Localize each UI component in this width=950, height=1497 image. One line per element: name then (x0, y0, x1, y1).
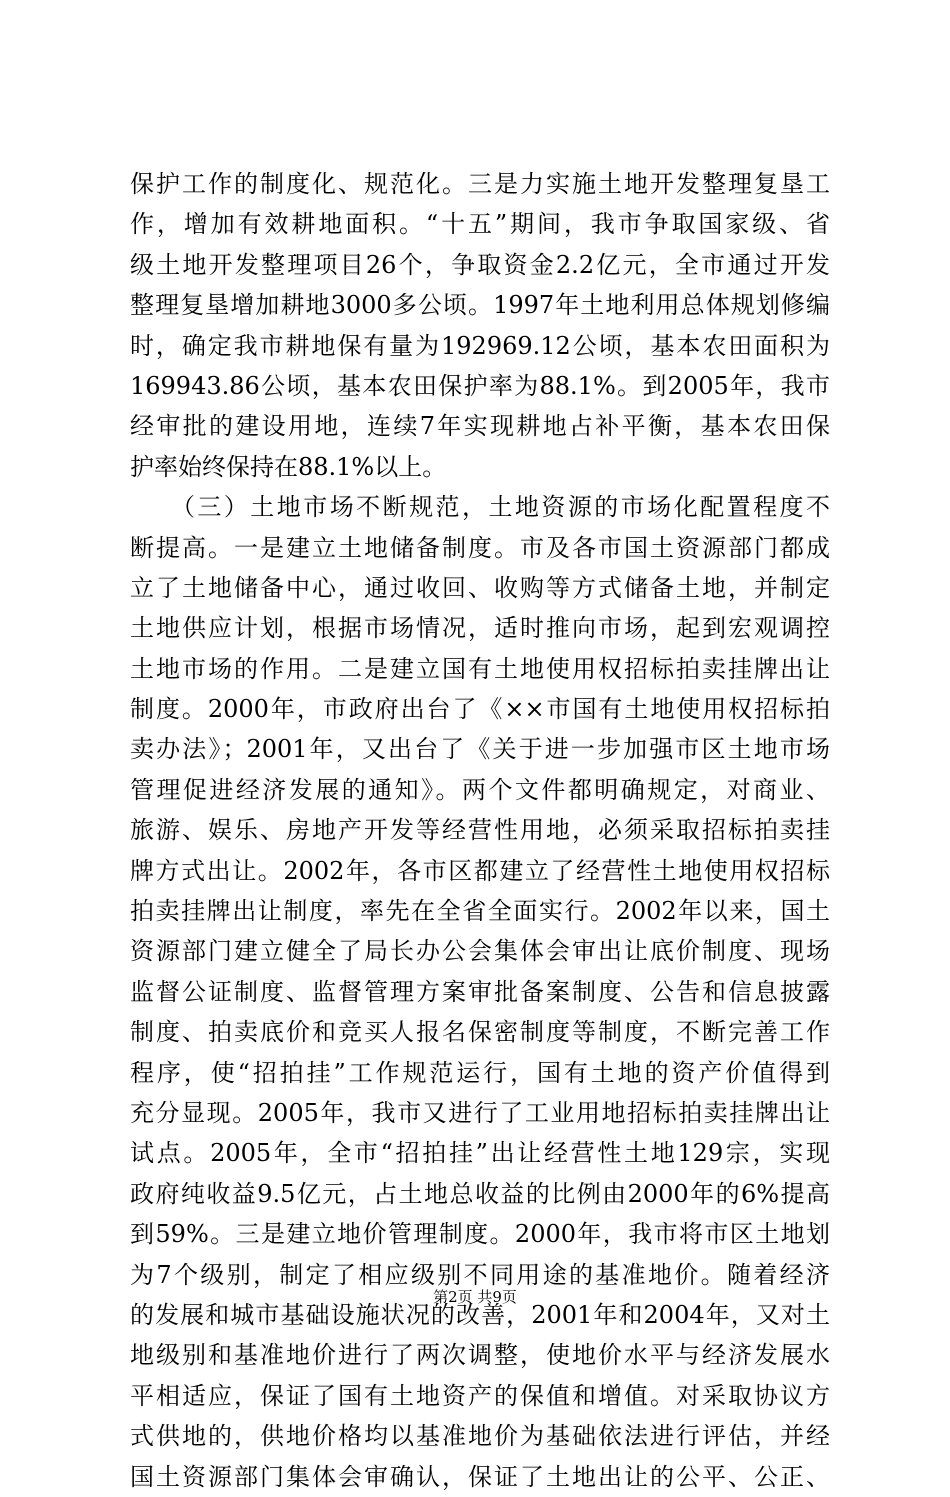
text-line: 拍卖挂牌出让制度，率先在全省全面实行。2002年以来，国土 (130, 897, 830, 926)
text-line: （三）土地市场不断规范，土地资源的市场化配置程度不 (130, 493, 830, 522)
page-footer: 第2页 共9页 (433, 1288, 517, 1306)
text-line: 土地供应计划，根据市场情况，适时推向市场，起到宏观调控 (130, 614, 830, 643)
text-line: 到59%。三是建立地价管理制度。2000年，我市将市区土地划 (130, 1220, 830, 1249)
text-line: 经审批的建设用地，连续7年实现耕地占补平衡，基本农田保 (130, 412, 830, 441)
text-line: 程序，使“招拍挂”工作规范运行，国有土地的资产价值得到 (130, 1058, 830, 1087)
text-line: 管理促进经济发展的通知》。两个文件都明确规定，对商业、 (130, 775, 830, 804)
text-line: 试点。2005年，全市“招拍挂”出让经营性土地129宗，实现 (130, 1139, 830, 1168)
text-line: 作，增加有效耕地面积。“十五”期间，我市争取国家级、省 (130, 210, 830, 239)
text-line: 制度。2000年，市政府出台了《××市国有土地使用权招标拍 (130, 695, 830, 724)
text-line: 土地市场的作用。二是建立国有土地使用权招标拍卖挂牌出让 (130, 654, 830, 683)
text-line: 的发展和城市基础设施状况的改善，2001年和2004年，又对土 (130, 1300, 830, 1329)
text-line: 平相适应，保证了国有土地资产的保值和增值。对采取协议方 (130, 1381, 830, 1410)
text-line: 制度、拍卖底价和竞买人报名保密制度等制度，不断完善工作 (130, 1018, 830, 1047)
text-line: 整理复垦增加耕地3000多公顷。1997年土地利用总体规划修编 (130, 291, 830, 320)
text-line: 旅游、娱乐、房地产开发等经营性用地，必须采取招标拍卖挂 (130, 816, 830, 845)
text-line: 资源部门建立健全了局长办公会集体会审出让底价制度、现场 (130, 937, 830, 966)
text-line: 充分显现。2005年，我市又进行了工业用地招标拍卖挂牌出让 (130, 1098, 830, 1127)
text-line: 时，确定我市耕地保有量为192969.12公顷，基本农田面积为 (130, 331, 830, 360)
text-line: 169943.86公顷，基本农田保护率为88.1%。到2005年，我市 (130, 371, 830, 400)
text-line: 级土地开发整理项目26个，争取资金2.2亿元，全市通过开发 (130, 250, 830, 279)
text-line: 护率始终保持在88.1%以上。 (130, 452, 447, 481)
text-line: 牌方式出让。2002年，各市区都建立了经营性土地使用权招标 (130, 856, 830, 885)
text-line: 国土资源部门集体会审确认，保证了土地出让的公平、公正、 (130, 1462, 830, 1491)
text-line: 卖办法》；2001年，又出台了《关于进一步加强市区土地市场 (130, 735, 830, 764)
text-line: 保护工作的制度化、规范化。三是力实施土地开发整理复垦工 (130, 170, 830, 198)
text-line: 政府纯收益9.5亿元，占土地总收益的比例由2000年的6%提高 (130, 1179, 830, 1208)
text-line: 式供地的，供地价格均以基准地价为基础依法进行评估，并经 (130, 1422, 830, 1451)
text-line: 监督公证制度、监督管理方案审批备案制度、公告和信息披露 (130, 977, 830, 1006)
text-line: 断提高。一是建立土地储备制度。市及各市国土资源部门都成 (130, 533, 830, 562)
text-line: 地级别和基准地价进行了两次调整，使地价水平与经济发展水 (130, 1341, 830, 1370)
text-line: 立了土地储备中心，通过收回、收购等方式储备土地，并制定 (130, 573, 830, 602)
text-line: 为7个级别，制定了相应级别不同用途的基准地价。随着经济 (130, 1260, 830, 1289)
